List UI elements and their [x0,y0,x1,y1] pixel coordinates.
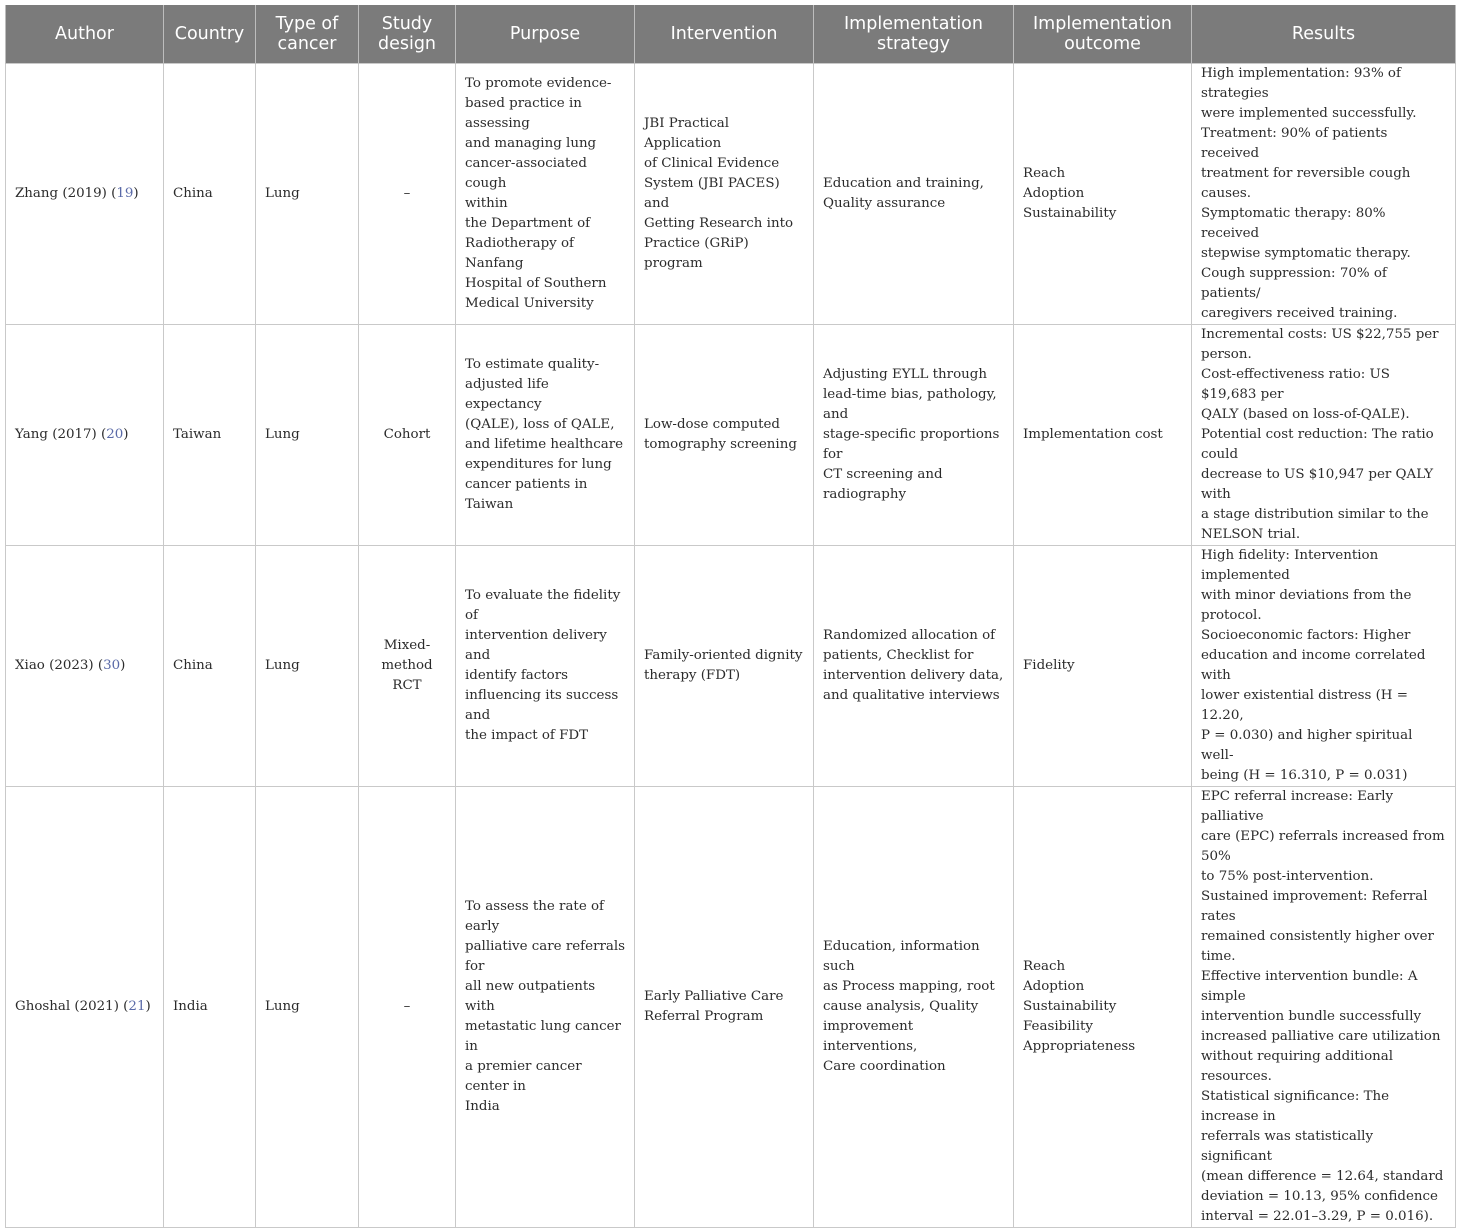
author-cell [6,325,164,546]
results-cell: High implementation: 93% of strategies were implemented successfully. Treatment: 90% of patients received treatment for reversible cough causes. Symptomatic therapy: 80% received stepwise symptomatic therapy. Cough suppression: 70% of patients/ caregivers received training. [1192,64,1456,325]
author-text: Xiao (2023) ( [15,658,104,673]
intervention-cell: Early Palliative Care Referral Program [635,787,814,1228]
purpose-cell: To assess the rate of early palliative care referrals for all new outpatients with metastatic lung cancer in a premier cancer center in India [456,787,635,1228]
strategy-cell: Education, information such as Process mapping, root cause analysis, Quality improvement interventions, Care coordination [814,787,1014,1228]
author-cell [6,546,164,787]
intervention-cell: JBI Practical Application of Clinical Evidence System (JBI PACES) and Getting Research into Practice (GRiP) program [635,64,814,325]
purpose-cell: To promote evidence- based practice in assessing and managing lung cancer-associated cough within the Department of Radiotherapy of Nanfang Hospital of Southern Medical University [456,64,635,325]
header-implementation-strategy: Implementation strategy [814,5,1014,64]
country-cell: China [164,546,256,787]
design-cell: – [359,64,456,325]
design-cell: Mixed- method RCT [359,546,456,787]
type-cell: Lung [256,787,359,1228]
header-country: Country [164,5,256,64]
outcome-cell: Reach Adoption Sustainability Feasibility Appropriateness [1014,787,1192,1228]
studies-table [5,5,1456,1228]
table-row [6,546,1456,787]
results-cell: EPC referral increase: Early palliative care (EPC) referrals increased from 50% to 75% post-intervention. Sustained improvement: Referral rates remained consistently higher over time. Effective intervention bundle: A simple intervention bundle successfully increased palliative care utilization without requiring additional resources. Statistical significance: The increase in referrals was statistically significant (mean difference = 12.64, standard deviation = 10.13, 95% confidence interval = 22.01–3.29, P = 0.016). [1192,787,1456,1228]
purpose-cell: To evaluate the fidelity of intervention delivery and identify factors influencing its success and the impact of FDT [456,546,635,787]
header-author: Author [6,5,164,64]
outcome-cell: Reach Adoption Sustainability [1014,64,1192,325]
header-purpose: Purpose [456,5,635,64]
design-cell: Cohort [359,325,456,546]
author-text: Ghoshal (2021) ( [15,999,129,1014]
header-study-design: Study design [359,5,456,64]
header-type-of-cancer: Type of cancer [256,5,359,64]
author-cell [6,64,164,325]
reference-link[interactable]: 20 [106,427,124,442]
results-cell: High fidelity: Intervention implemented with minor deviations from the protocol. Socioeconomic factors: Higher education and income correlated with lower existential distress (H = 12.20, P = 0.030) and higher spiritual well- being (H = 16.310, P = 0.031) [1192,546,1456,787]
type-cell: Lung [256,325,359,546]
country-cell: China [164,64,256,325]
purpose-cell: To estimate quality- adjusted life expectancy (QALE), loss of QALE, and lifetime healthcare expenditures for lung cancer patients in Taiwan [456,325,635,546]
strategy-cell: Adjusting EYLL through lead-time bias, pathology, and stage-specific proportions for CT screening and radiography [814,325,1014,546]
author-close: ) [120,658,126,673]
table-row [6,787,1456,1228]
reference-link[interactable]: 19 [116,186,134,201]
reference-link[interactable]: 21 [128,999,146,1014]
table-row [6,325,1456,546]
outcome-cell: Implementation cost [1014,325,1192,546]
design-cell: – [359,787,456,1228]
reference-link[interactable]: 30 [103,658,121,673]
author-text: Zhang (2019) ( [15,186,117,201]
results-cell: Incremental costs: US $22,755 per person. Cost-effectiveness ratio: US $19,683 per QALY (based on loss-of-QALE). Potential cost reduction: The ratio could decrease to US $10,947 per QALY with a stage distribution similar to the NELSON trial. [1192,325,1456,546]
header-intervention: Intervention [635,5,814,64]
author-cell [6,787,164,1228]
author-close: ) [133,186,139,201]
country-cell: India [164,787,256,1228]
author-close: ) [123,427,129,442]
author-close: ) [145,999,151,1014]
type-cell: Lung [256,546,359,787]
header-row [6,5,1456,64]
outcome-cell: Fidelity [1014,546,1192,787]
strategy-cell: Education and training, Quality assurance [814,64,1014,325]
strategy-cell: Randomized allocation of patients, Checklist for intervention delivery data, and qualitative interviews [814,546,1014,787]
header-implementation-outcome: Implementation outcome [1014,5,1192,64]
author-text: Yang (2017) ( [15,427,107,442]
country-cell: Taiwan [164,325,256,546]
header-results: Results [1192,5,1456,64]
intervention-cell: Low-dose computed tomography screening [635,325,814,546]
intervention-cell: Family-oriented dignity therapy (FDT) [635,546,814,787]
type-cell: Lung [256,64,359,325]
table-row [6,64,1456,325]
